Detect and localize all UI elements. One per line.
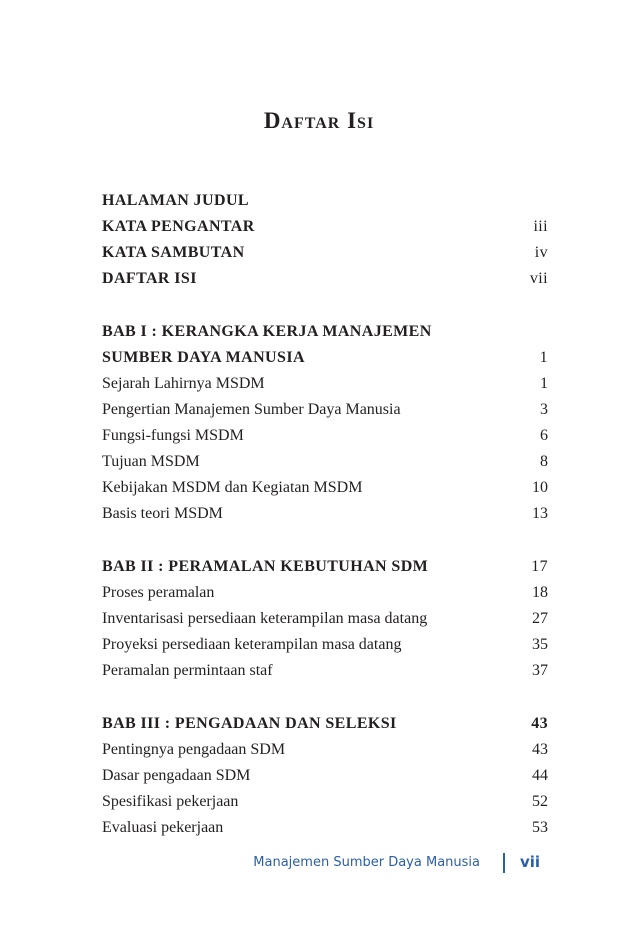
toc-row [102, 763, 548, 789]
toc-page: 3 [540, 401, 548, 418]
toc-chapter-heading-bab1-line2 [102, 345, 548, 371]
toc-row [102, 632, 548, 658]
toc-row [102, 397, 548, 423]
toc-page: 8 [540, 453, 548, 470]
toc-label: Pentingnya pengadaan SDM [102, 741, 286, 758]
toc-label: DAFTAR ISI [102, 270, 197, 287]
toc-label: BAB II : PERAMALAN KEBUTUHAN SDM [102, 558, 429, 575]
toc-label: KATA SAMBUTAN [102, 244, 245, 261]
toc-page: 13 [532, 505, 548, 522]
section-gap [102, 292, 548, 319]
toc-row [102, 501, 548, 527]
toc-row-kata-sambutan [102, 240, 548, 266]
toc-page: 52 [532, 793, 548, 810]
toc-row [102, 606, 548, 632]
toc-label: Spesifikasi pekerjaan [102, 793, 239, 810]
toc-label: Pengertian Manajemen Sumber Daya Manusia [102, 401, 401, 418]
toc-page: 37 [532, 662, 548, 679]
toc-label: Tujuan MSDM [102, 453, 200, 470]
footer-page-number: vii [520, 853, 541, 871]
toc-page: 18 [532, 584, 548, 601]
toc-row [102, 658, 548, 684]
toc-label: Dasar pengadaan SDM [102, 767, 251, 784]
section-gap [102, 527, 548, 554]
footer-book-title: Manajemen Sumber Daya Manusia [253, 855, 480, 870]
toc-page: 43 [531, 715, 548, 732]
toc-page: 27 [532, 610, 548, 627]
toc-label: KATA PENGANTAR [102, 218, 255, 235]
toc-label: HALAMAN JUDUL [102, 192, 249, 209]
toc-label: BAB III : PENGADAAN DAN SELEKSI [102, 715, 397, 732]
toc-page: iii [533, 218, 548, 235]
toc-page: 17 [531, 558, 548, 575]
table-of-contents [102, 188, 548, 841]
page-title: Daftar Isi [263, 108, 375, 133]
toc-row [102, 371, 548, 397]
toc-label: Fungsi-fungsi MSDM [102, 427, 244, 444]
toc-row [102, 815, 548, 841]
toc-row [102, 789, 548, 815]
toc-page: iv [534, 244, 548, 261]
toc-chapter-heading-bab3 [102, 711, 548, 737]
toc-row [102, 449, 548, 475]
toc-chapter-heading-bab1-line1 [102, 319, 548, 345]
toc-page: 1 [539, 349, 548, 366]
toc-row-kata-pengantar [102, 214, 548, 240]
toc-page: 35 [532, 636, 548, 653]
toc-label: SUMBER DAYA MANUSIA [102, 349, 305, 366]
toc-page: 53 [532, 819, 548, 836]
toc-label: Inventarisasi persediaan keterampilan masa datang [102, 610, 428, 627]
toc-row [102, 475, 548, 501]
toc-row [102, 580, 548, 606]
toc-row [102, 423, 548, 449]
toc-label: Kebijakan MSDM dan Kegiatan MSDM [102, 479, 363, 496]
toc-label: Basis teori MSDM [102, 505, 223, 522]
toc-label: Evaluasi pekerjaan [102, 819, 224, 836]
toc-label: Peramalan permintaan staf [102, 662, 273, 679]
toc-page: 6 [540, 427, 548, 444]
toc-label: BAB I : KERANGKA KERJA MANAJEMEN [102, 323, 432, 340]
footer-divider [503, 853, 505, 873]
toc-label: Proyeksi persediaan keterampilan masa datang [102, 636, 402, 653]
toc-page: vii [529, 270, 548, 287]
toc-chapter-heading-bab2 [102, 554, 548, 580]
toc-label: Proses peramalan [102, 584, 215, 601]
section-gap [102, 684, 548, 711]
toc-label: Sejarah Lahirnya MSDM [102, 375, 265, 392]
toc-row-daftar-isi [102, 266, 548, 292]
toc-row [102, 737, 548, 763]
toc-page: 10 [532, 479, 548, 496]
toc-page: 1 [540, 375, 548, 392]
toc-page: 44 [532, 767, 548, 784]
toc-row-halaman-judul [102, 188, 548, 214]
page-footer [0, 851, 638, 875]
toc-page: 43 [532, 741, 548, 758]
